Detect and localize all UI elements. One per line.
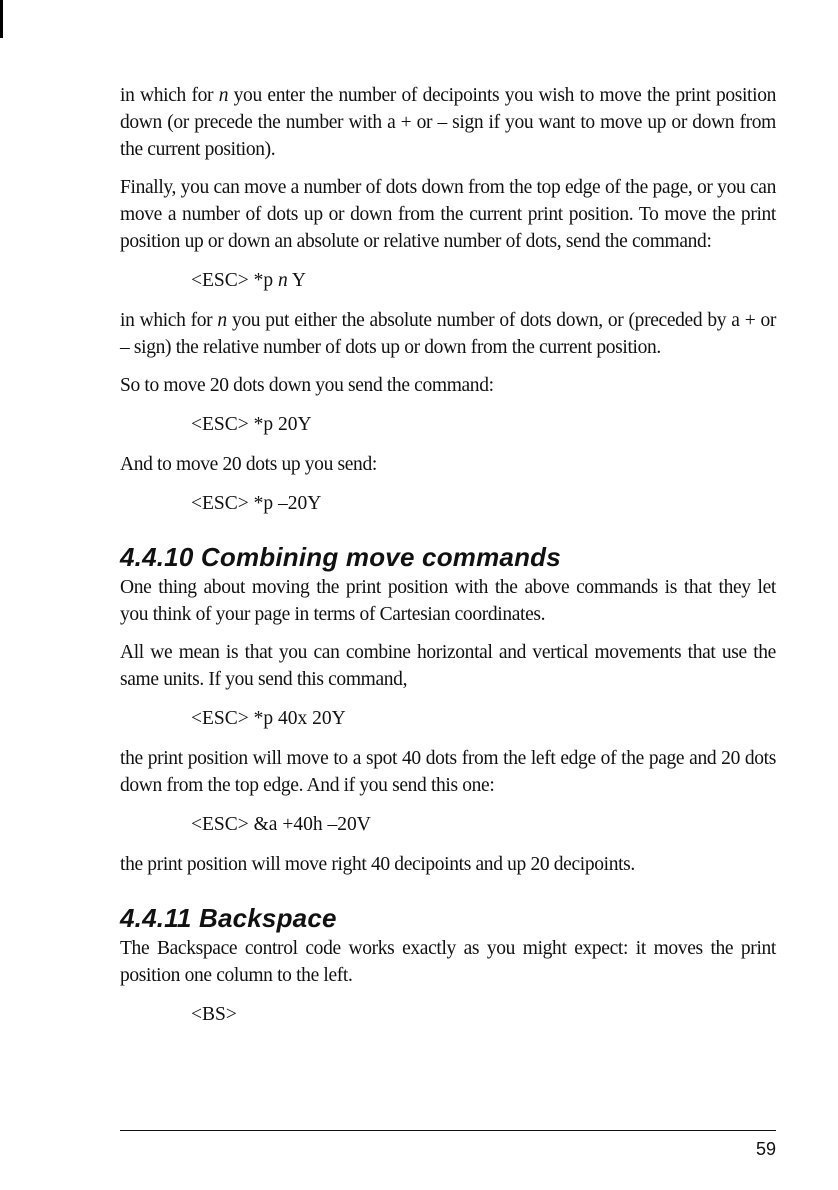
command-backspace: <BS> [191,1004,237,1025]
command-relative-move: <ESC> &a +40h –20V [191,814,371,835]
page-content [120,82,776,1041]
paragraph-dots-intro: Finally, you can move a number of dots down from the top edge of the page, or you can move a number of dots up or down from the current print position. To move the print position up or down an absolute or relative number of dots, send the command: [120,177,776,252]
paragraph-cartesian: One thing about moving the print position with the above commands is that they let you think of your page in terms of Cartesian coordinates. [120,577,776,625]
section-heading-combining-move-commands: 4.4.10 Combining move commands [120,542,561,572]
page-number: 59 [755,1139,776,1159]
command-esc-p-n-y: <ESC> *p n Y [191,270,306,291]
paragraph-relative-result: the print position will move right 40 decipoints and up 20 decipoints. [120,854,635,875]
paragraph-decipoints-down: in which for n you enter the number of decipoints you wish to move the print position down (or precede the number with a + or – sign if you want to move up or down from the current position). [120,85,776,160]
command-combined-move: <ESC> *p 40x 20Y [191,708,346,729]
variable-n: n [218,85,229,106]
scan-edge-mark [0,0,3,38]
footer-rule [120,1130,776,1131]
section-heading-backspace: 4.4.11 Backspace [120,903,337,933]
paragraph-dots-explanation: in which for n you put either the absolute number of dots down, or (preceded by a + or – sign) the relative number of dots up or down from the current position. [120,310,777,358]
command-move-down-20: <ESC> *p 20Y [191,414,312,435]
paragraph-combine-units: All we mean is that you can combine horizontal and vertical movements that use the same units. If you send this command, [120,642,776,690]
variable-n: n [217,310,227,331]
paragraph-backspace: The Backspace control code works exactly as you might expect: it moves the print position one column to the left. [120,938,776,986]
variable-n: n [278,270,288,291]
paragraph-move-up-example: And to move 20 dots up you send: [120,454,377,475]
command-move-up-20: <ESC> *p –20Y [191,493,322,514]
paragraph-move-down-example: So to move 20 dots down you send the command: [120,375,494,396]
paragraph-combined-result: the print position will move to a spot 40 dots from the left edge of the page and 20 dots down from the top edge. And if you send this one: [120,748,776,796]
